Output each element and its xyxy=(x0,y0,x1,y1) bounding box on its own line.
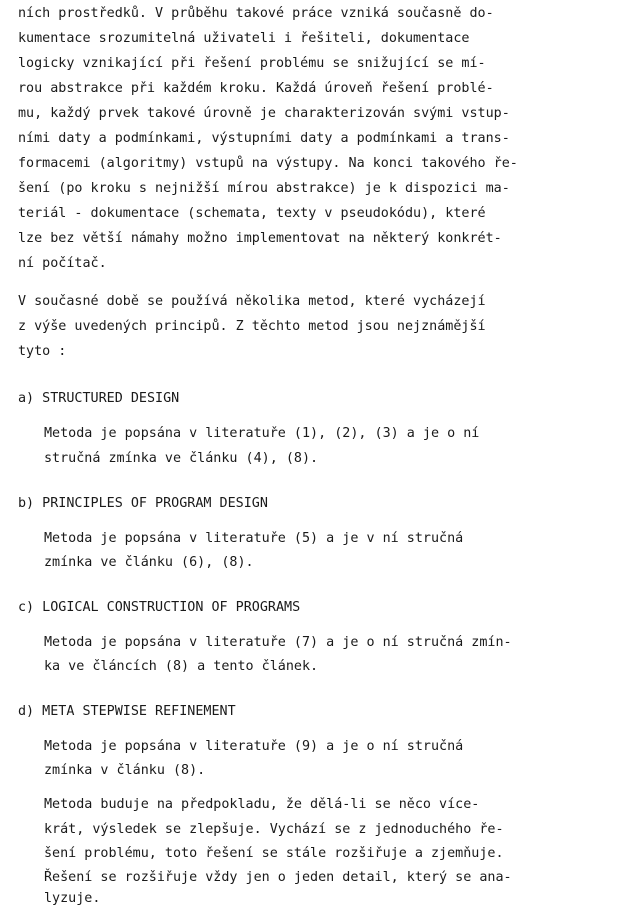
method-extra-line: lyzuje. xyxy=(44,891,101,906)
para2-line: V současné době se používá několika metod, které vycházejí xyxy=(18,294,486,309)
method-heading: d) META STEPWISE REFINEMENT xyxy=(18,704,236,719)
method-heading: b) PRINCIPLES OF PROGRAM DESIGN xyxy=(18,496,268,511)
intro-line: ních prostředků. V průběhu takové práce vzniká současně do- xyxy=(18,6,494,21)
intro-line: logicky vznikající při řešení problému se snižující se mí- xyxy=(18,56,486,71)
method-body-line: Metoda je popsána v literatuře (5) a je v ní stručná xyxy=(44,531,464,546)
intro-line: mu, každý prvek takové úrovně je charakterizován svými vstup- xyxy=(18,106,510,121)
method-extra-line: Řešení se rozšiřuje vždy jen o jeden detail, který se ana- xyxy=(44,870,512,885)
intro-line: ními daty a podmínkami, výstupními daty a podmínkami a trans- xyxy=(18,131,510,146)
intro-line: formacemi (algoritmy) vstupů na výstupy. Na konci takového ře- xyxy=(18,156,518,171)
method-body-line: Metoda je popsána v literatuře (9) a je o ní stručná xyxy=(44,739,464,754)
method-body-line: Metoda je popsána v literatuře (1), (2), (3) a je o ní xyxy=(44,426,480,441)
intro-line: šení (po kroku s nejnižší mírou abstrakce) je k dispozici ma- xyxy=(18,181,510,196)
method-heading: c) LOGICAL CONSTRUCTION OF PROGRAMS xyxy=(18,600,301,615)
method-heading: a) STRUCTURED DESIGN xyxy=(18,391,180,406)
method-body-line: zmínka ve článku (6), (8). xyxy=(44,555,254,570)
intro-line: rou abstrakce při každém kroku. Každá úroveň řešení problé- xyxy=(18,81,494,96)
intro-line: ní počítač. xyxy=(18,256,107,271)
intro-line: teriál - dokumentace (schemata, texty v pseudokódu), které xyxy=(18,206,486,221)
para2-line: tyto : xyxy=(18,344,67,359)
para2-line: z výše uvedených principů. Z těchto metod jsou nejznámější xyxy=(18,319,486,334)
method-body-line: zmínka v článku (8). xyxy=(44,763,206,778)
method-body-line: stručná zmínka ve článku (4), (8). xyxy=(44,451,319,466)
method-extra-line: krát, výsledek se zlepšuje. Vychází se z jednoduchého ře- xyxy=(44,822,504,837)
method-body-line: ka ve článcích (8) a tento článek. xyxy=(44,659,319,674)
method-body-line: Metoda je popsána v literatuře (7) a je o ní stručná zmín- xyxy=(44,635,512,650)
method-extra-line: Metoda buduje na předpokladu, že dělá-li se něco více- xyxy=(44,797,480,812)
intro-line: kumentace srozumitelná uživateli i řešiteli, dokumentace xyxy=(18,31,470,46)
intro-line: lze bez větší námahy možno implementovat na některý konkrét- xyxy=(18,231,502,246)
method-extra-line: šení problému, toto řešení se stále rozšiřuje a zjemňuje. xyxy=(44,846,504,861)
